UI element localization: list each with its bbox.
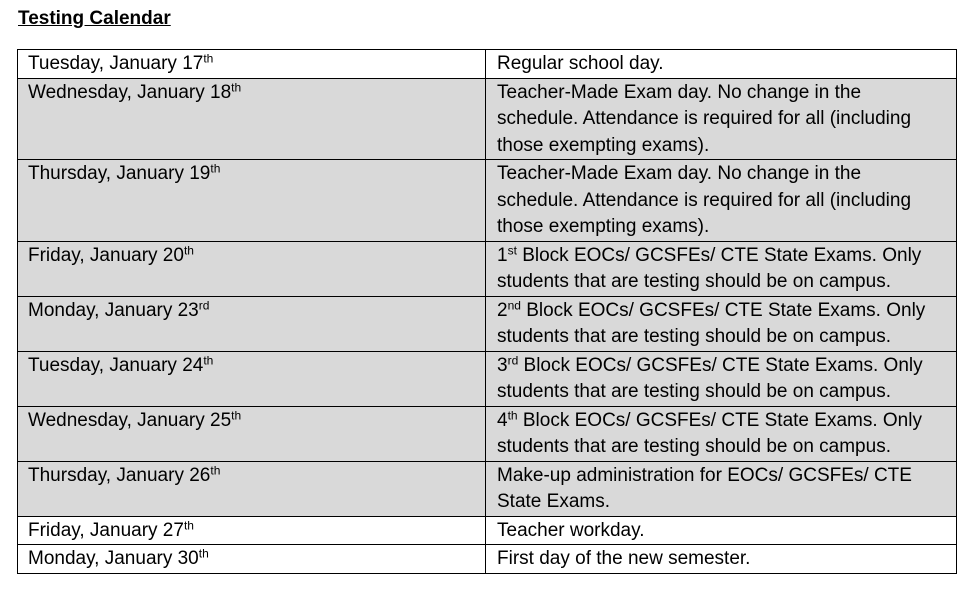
testing-calendar-table [17, 49, 957, 574]
block-ordinal-suffix: th [507, 407, 518, 422]
date-ordinal-suffix: th [231, 79, 242, 94]
date-text: Friday, January 20 [28, 244, 184, 266]
block-number: 2 [497, 299, 508, 321]
description-cell [486, 296, 957, 351]
date-ordinal-suffix: th [231, 407, 242, 422]
date-text: Monday, January 23 [28, 299, 199, 321]
table-row [18, 545, 957, 574]
date-cell [18, 296, 486, 351]
table-row [18, 351, 957, 406]
date-cell [18, 351, 486, 406]
description-text: Block EOCs/ GCSFEs/ CTE State Exams. Only students that are testing should be on campus. [497, 354, 923, 402]
date-text: Thursday, January 26 [28, 464, 211, 486]
date-ordinal-suffix: th [210, 161, 221, 176]
block-number: 1 [497, 244, 508, 266]
date-cell [18, 406, 486, 461]
date-cell [18, 241, 486, 296]
date-text: Tuesday, January 24 [28, 354, 204, 376]
date-cell [18, 160, 486, 242]
date-text: Tuesday, January 17 [28, 53, 204, 74]
description-cell [486, 351, 957, 406]
description-cell [486, 241, 957, 296]
description-text: Teacher-Made Exam day. No change in the schedule. Attendance is required for all (including those exempting exams). [497, 163, 912, 237]
date-ordinal-suffix: th [210, 462, 221, 477]
table-row [18, 241, 957, 296]
date-text: Friday, January 27 [28, 519, 184, 541]
description-text: Regular school day. [497, 53, 664, 74]
date-text: Wednesday, January 18 [28, 81, 232, 103]
description-text: Teacher workday. [497, 519, 645, 541]
date-ordinal-suffix: rd [198, 297, 210, 312]
block-ordinal-suffix: rd [507, 352, 519, 367]
date-text: Wednesday, January 25 [28, 409, 232, 431]
date-ordinal-suffix: th [203, 352, 214, 367]
date-text: Monday, January 30 [28, 548, 199, 569]
description-text: Block EOCs/ GCSFEs/ CTE State Exams. Only students that are testing should be on campus. [497, 244, 922, 292]
page-title: Testing Calendar [18, 8, 171, 29]
block-number: 3 [497, 354, 508, 376]
date-text: Thursday, January 19 [28, 163, 211, 184]
table-row [18, 516, 957, 545]
description-text: Teacher-Made Exam day. No change in the schedule. Attendance is required for all (including those exempting exams). [497, 81, 912, 156]
description-text: Make-up administration for EOCs/ GCSFEs/ CTE State Exams. [497, 464, 912, 512]
date-ordinal-suffix: th [183, 242, 194, 257]
description-cell [486, 516, 957, 545]
table-row [18, 50, 957, 79]
table-row [18, 296, 957, 351]
date-ordinal-suffix: th [183, 517, 194, 532]
table-row [18, 406, 957, 461]
date-ordinal-suffix: th [198, 546, 209, 561]
date-cell [18, 50, 486, 79]
block-number: 4 [497, 409, 508, 431]
table-row [18, 78, 957, 160]
description-cell [486, 160, 957, 242]
description-cell [486, 406, 957, 461]
date-cell [18, 461, 486, 516]
date-cell [18, 78, 486, 160]
description-cell [486, 545, 957, 574]
description-text: First day of the new semester. [497, 548, 751, 569]
block-ordinal-suffix: nd [507, 297, 521, 312]
description-cell [486, 461, 957, 516]
date-cell [18, 545, 486, 574]
block-ordinal-suffix: st [507, 242, 517, 257]
date-ordinal-suffix: th [203, 51, 214, 66]
description-cell [486, 78, 957, 160]
date-cell [18, 516, 486, 545]
description-text: Block EOCs/ GCSFEs/ CTE State Exams. Only students that are testing should be on campus. [497, 409, 922, 457]
description-text: Block EOCs/ GCSFEs/ CTE State Exams. Only students that are testing should be on campus. [497, 299, 926, 347]
description-cell [486, 50, 957, 79]
table-row [18, 160, 957, 242]
table-row [18, 461, 957, 516]
